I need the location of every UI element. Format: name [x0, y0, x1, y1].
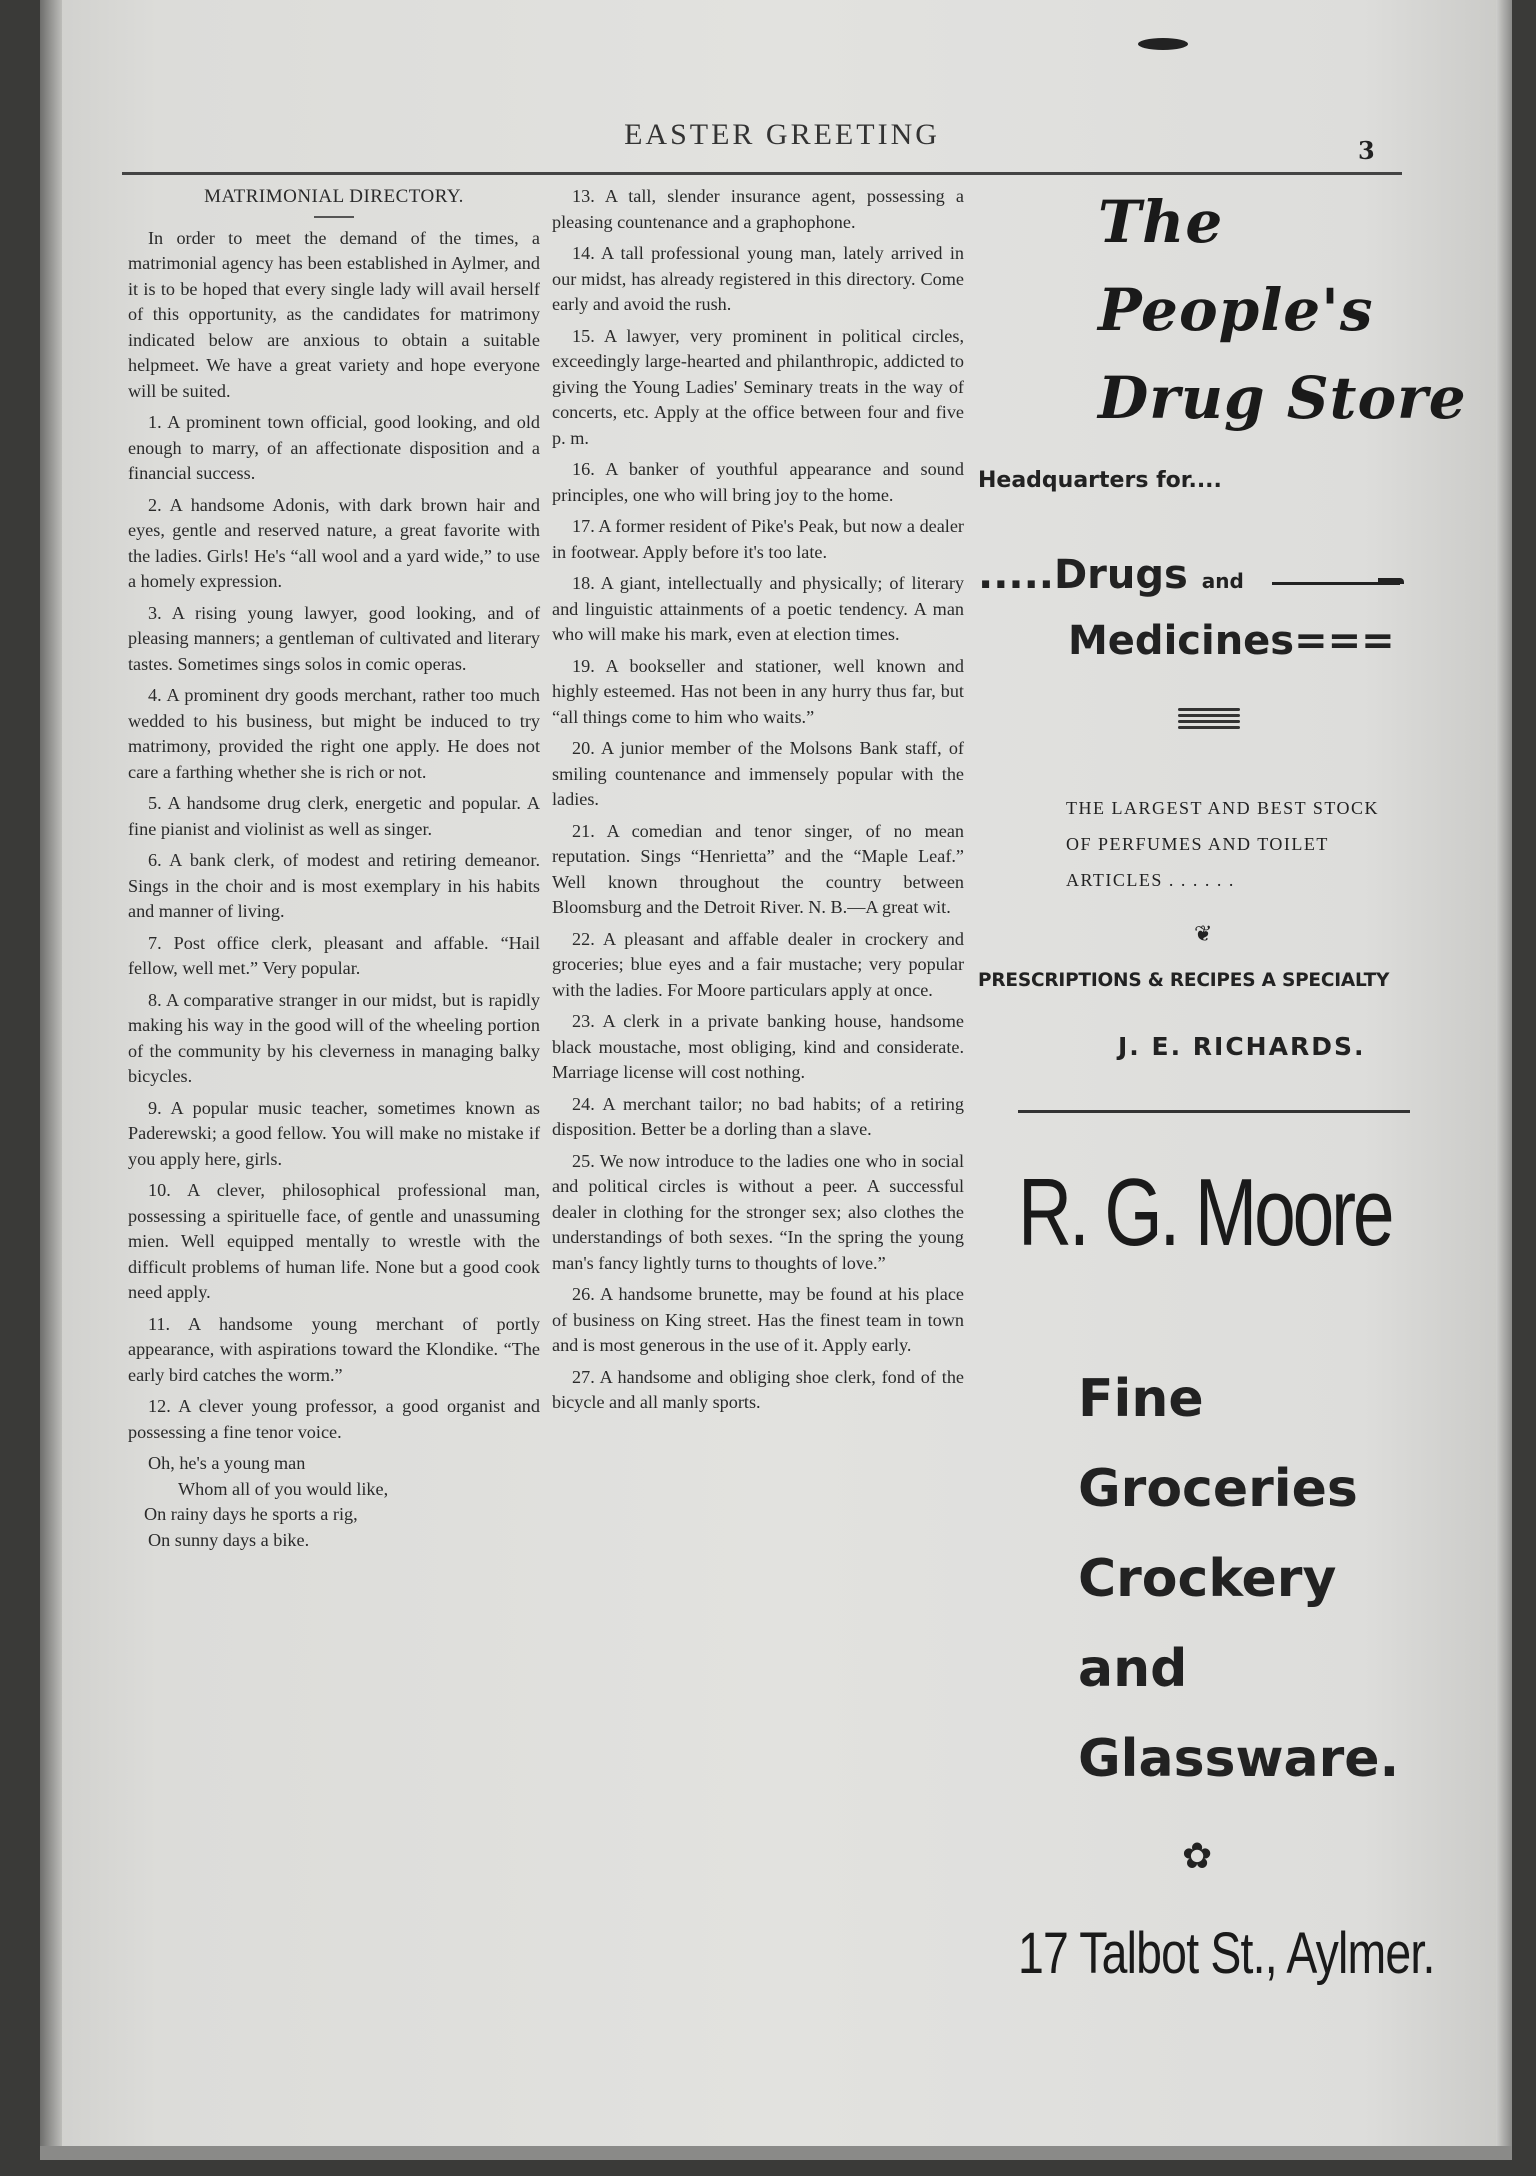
drugstore-name-line1: The [1098, 188, 1224, 256]
page-left-edge [40, 0, 62, 2160]
verse [128, 1451, 540, 1553]
entry: 21. A comedian and tenor singer, of no mean reputation. Sings “Henrietta” and the “Maple Leaf.” Well known throughout the country between Bloomsburg and the Detroit River. N. B.—A great wit. [552, 820, 964, 917]
grocer-name: R. G. Moore [1018, 1159, 1392, 1266]
page-bottom-edge [40, 2146, 1512, 2160]
verse-line: On sunny days a bike. [148, 1529, 310, 1550]
medicines-heading: Medicines=== [1068, 618, 1395, 664]
article-title: MATRIMONIAL DIRECTORY. [204, 186, 464, 207]
entry: 11. A handsome young merchant of portly appearance, with aspirations toward the Klondike. “The early bird catches the worm.” [128, 1313, 540, 1385]
article-intro: In order to meet the demand of the times, a matrimonial agency has been established in Aylmer, and it is to be hoped that every single lady will avail herself of this opportunity, as the candidates for matrimony indicated below are anxious to obtain a suitable helpmeet. We have a great variety and hope everyone will be suited. [128, 227, 540, 401]
entry: 13. A tall, slender insurance agent, possessing a pleasing countenance and a graphophone. [552, 186, 964, 232]
entry: 22. A pleasant and affable dealer in crockery and groceries; blue eyes and a fair mustache; very popular with the ladies. For Moore particulars apply at once. [552, 928, 964, 1000]
entry: 24. A merchant tailor; no bad habits; of a retiring disposition. Better be a dorling than a slave. [552, 1093, 964, 1139]
grocer-goods [1078, 1354, 1399, 1804]
prescriptions-specialty: PRESCRIPTIONS & RECIPES A SPECIALTY [978, 970, 1390, 991]
verse-line: On rainy days he sports a rig, [144, 1504, 358, 1524]
entry: 25. We now introduce to the ladies one who in social and political circles is without a peer. A successful dealer in clothing for the stronger sex; also clothes the understandings of both sexes. “In the spring the young man's fancy lightly turns to thoughts of love.” [552, 1150, 964, 1273]
drugstore-proprietor: J. E. RICHARDS. [1118, 1032, 1366, 1061]
goods-line: Crockery [1078, 1549, 1337, 1609]
drugstore-name-line2: People's [1098, 276, 1374, 344]
stock-line: THE LARGEST AND BEST STOCK [1066, 798, 1380, 818]
drugs-heading [978, 552, 1244, 598]
entry: 26. A handsome brunette, may be found at his place of business on King street. Has the finest team in town and is most generous in the use of it. Apply early. [552, 1284, 964, 1355]
header-rule [122, 172, 1402, 175]
and-label: and [1201, 569, 1244, 593]
page-right-edge [1496, 0, 1512, 2160]
goods-line: Groceries [1078, 1459, 1358, 1519]
goods-line: and [1078, 1639, 1188, 1699]
page-number: 3 [1358, 136, 1375, 165]
stock-line: OF PERFUMES AND TOILET [1066, 834, 1329, 854]
ink-blot [1138, 38, 1188, 50]
entry: 12. A clever young professor, a good organist and possessing a fine tenor voice. [128, 1396, 540, 1442]
ad-divider [1018, 1110, 1410, 1113]
entry: 16. A banker of youthful appearance and sound principles, one who will bring joy to the home. [552, 459, 964, 505]
entry: 3. A rising young lawyer, good looking, and of pleasing manners; a gentleman of cultivated and literary tastes. Sometimes sings solos in comic operas. [128, 602, 540, 674]
entry: 9. A popular music teacher, sometimes known as Paderewski; a good fellow. You will make no mistake if you apply here, girls. [128, 1097, 540, 1169]
entry: 6. A bank clerk, of modest and retiring demeanor. Sings in the choir and is most exemplary in his habits and manner of living. [128, 850, 540, 921]
entry: 4. A prominent dry goods merchant, rather too much wedded to his business, but might be induced to try matrimony, provided the right one apply. He does not care a farthing whether she is rich or not. [128, 685, 540, 782]
drugstore-headquarters: Headquarters for.... [978, 468, 1222, 493]
drugs-label: .....Drugs [978, 552, 1188, 598]
entry: 2. A handsome Adonis, with dark brown hair and eyes, gentle and reserved nature, a great favorite with the ladies. Girls! He's “all wool and a yard wide,” to use a homely expression. [128, 494, 540, 591]
article-column-2 [552, 184, 964, 1422]
stock-description [1066, 790, 1379, 898]
entry: 18. A giant, intellectually and physically; of literary and linguistic attainments of a poetic tendency. A man who will make his mark, even at election times. [552, 573, 964, 644]
entry: 5. A handsome drug clerk, energetic and popular. A fine pianist and violinist as well as singer. [128, 793, 540, 839]
bow-ornament-icon: ✿ [1182, 1836, 1213, 1877]
entry: 17. A former resident of Pike's Peak, but now a dealer in footwear. Apply before it's too late. [552, 516, 964, 562]
stock-line: ARTICLES . . . . . . [1066, 870, 1235, 890]
entry: 8. A comparative stranger in our midst, but is rapidly making his way in the good will of the wheeling portion of the community by his cleverness in managing balky bicycles. [128, 989, 540, 1086]
running-head: EASTER GREETING [624, 118, 940, 151]
grocer-address: 17 Talbot St., Aylmer. [1018, 1921, 1435, 1986]
entry: 1. A prominent town official, good looking, and old enough to marry, of an affectionate disposition and a financial success. [128, 412, 540, 483]
title-rule [314, 216, 354, 218]
decorative-rule [1272, 582, 1400, 585]
goods-line: Fine [1078, 1369, 1204, 1429]
article-column-1 [128, 184, 540, 1553]
ornament-lines [1178, 708, 1240, 732]
entry: 14. A tall professional young man, lately arrived in our midst, has already registered in this directory. Come early and avoid the rush. [552, 243, 964, 314]
entry: 7. Post office clerk, pleasant and affable. “Hail fellow, well met.” Very popular. [128, 932, 540, 978]
verse-line: Whom all of you would like, [178, 1478, 389, 1499]
entry: 10. A clever, philosophical professional man, possessing a spirituelle face, of gentle and unassuming mien. Well equipped mentally to wrestle with the difficult problems of human life. None but a good cook need apply. [128, 1180, 540, 1302]
entry: 27. A handsome and obliging shoe clerk, fond of the bicycle and all manly sports. [552, 1366, 964, 1412]
entry: 15. A lawyer, very prominent in political circles, exceedingly large-hearted and philanthropic, addicted to giving the Young Ladies' Seminary treats in the way of concerts, etc. Apply at the office between four and five p. m. [552, 325, 964, 448]
goods-line: Glassware. [1078, 1729, 1400, 1789]
leaf-ornament-icon: ❦ [1194, 922, 1213, 947]
newspaper-page [40, 0, 1512, 2160]
drugstore-name-line3: Drug Store [1098, 364, 1467, 432]
entry: 19. A bookseller and stationer, well known and highly esteemed. Has not been in any hurry thus far, but “all things come to him who waits.” [552, 655, 964, 727]
verse-line: Oh, he's a young man [148, 1453, 306, 1473]
entry: 23. A clerk in a private banking house, handsome black moustache, most obliging, kind and considerate. Marriage license will cost nothing. [552, 1011, 964, 1082]
entry: 20. A junior member of the Molsons Bank staff, of smiling countenance and immensely popular with the ladies. [552, 738, 964, 809]
